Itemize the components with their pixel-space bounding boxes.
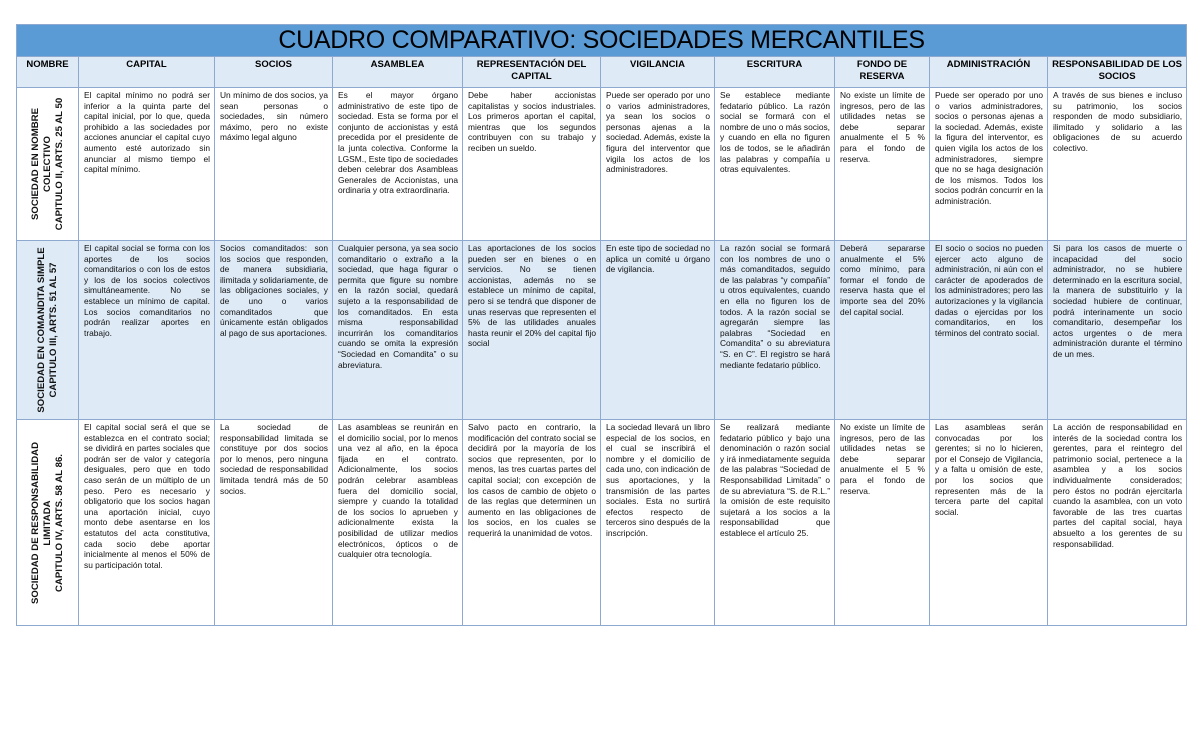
cell-vigilancia: La sociedad llevará un libro especial de los socios, en el cual se inscribirá el nombre y el domicilio de cada uno, con indicación de sus aportaciones, y la transmisión de las partes sociales. Esta no surtirá efectos respecto de terceros sino después de la inscripción.	[601, 420, 715, 626]
cell-administracion: Las asambleas serán convocadas por los gerentes; si no lo hicieren, por el Consejo de Vigilancia, y a falta u omisión de este, por los socios que representen más de la tercera parte del capital social.	[930, 420, 1048, 626]
cell-asamblea: Las asambleas se reunirán en el domicilio social, por lo menos una vez al año, en la época fijada en el contrato. Adicionalmente, los socios podrán celebrar asambleas fuera del domicilio social, siempre y cuando la totalidad de los socios lo aprueben y adicionalmente exista la posibilidad de utilizar medios electrónicos, ópticos o de cualquier otra tecnología.	[333, 420, 463, 626]
cell-fondo-reserva: Deberá separarse anualmente el 5% como mínimo, para formar el fondo de reserva hasta que el importe sea del 20% del capital social.	[835, 241, 930, 420]
header-administracion: ADMINISTRACIÓN	[930, 57, 1048, 88]
header-capital: CAPITAL	[79, 57, 215, 88]
header-asamblea: ASAMBLEA	[333, 57, 463, 88]
header-socios: SOCIOS	[215, 57, 333, 88]
comparison-table	[16, 24, 1187, 626]
header-nombre: NOMBRE	[17, 57, 79, 88]
row-name-cell	[17, 241, 79, 420]
cell-representacion: Las aportaciones de los socios pueden ser en bienes o en servicios. No se tienen accionistas, además no se establece un mínimo de capital, pero si se tendrá que disponer de unas reservas que representen el 5% de las utilidades anuales hasta reunir el 20% del capital fijo social	[463, 241, 601, 420]
cell-vigilancia: En este tipo de sociedad no aplica un comité u órgano de vigilancia.	[601, 241, 715, 420]
row-nombre-colectivo	[17, 88, 1187, 241]
row-name: SOCIEDAD EN COMANDITA SIMPLE CAPITULO III, ARTS. 51 AL 57	[35, 247, 59, 413]
cell-socios: La sociedad de responsabilidad limitada se constituye por dos socios por lo menos, pero ninguna sociedad de responsabilidad limitada tendrá más de 50 socios.	[215, 420, 333, 626]
cell-capital: El capital social será el que se establezca en el contrato social; se dividirá en partes sociales que podrán ser de valor y categoría desiguales, pero que en todo caso serán de un múltiplo de un peso. Pero es necesario y obligatorio que los socios hagan una aportación inicial, cuyo monto debe asentarse en los estatutos del acta constitutiva, cada socio debe aportar inicialmente al menos el 50% de su participación total.	[79, 420, 215, 626]
cell-capital: El capital social se forma con los aportes de los socios comanditarios o con los de estos y los de los socios colectivos simultáneamente. No se establece un mínimo de capital. Los socios comanditarios no podrán realizar aportes en trabajo.	[79, 241, 215, 420]
cell-responsabilidad: La acción de responsabilidad en interés de la sociedad contra los gerentes, para el reintegro del patrimonio social, pertenece a la asamblea y a los socios individualmente considerados; pero éstos no podrán ejercitarla cuando la asamblea, con un voto favorable de las tres cuartas partes del capital social, haya absuelto a los gerentes de su responsabilidad.	[1048, 420, 1187, 626]
cell-socios: Socios comanditados: son los socios que responden, de manera subsidiaria, ilimitada y solidariamente, de las obligaciones sociales, y de uno o varios comanditados que únicamente están obligados al pago de sus aportaciones.	[215, 241, 333, 420]
header-representacion: REPRESENTACIÓN DEL CAPITAL	[463, 57, 601, 88]
cell-fondo-reserva: No existe un límite de ingresos, pero de las utilidades netas se debe separar anualmente el 5 % para el fondo de reserva.	[835, 420, 930, 626]
cell-representacion: Salvo pacto en contrario, la modificación del contrato social se decidirá por la mayoría de los socios que representen, por lo menos, las tres cuartas partes del capital social; con excepción de los casos de cambio de objeto o de las reglas que determinen un aumento en las obligaciones de los socios, en los cuales se requerirá la unanimidad de votos.	[463, 420, 601, 626]
row-name-cell	[17, 420, 79, 626]
header-row	[17, 57, 1187, 88]
cell-capital: El capital mínimo no podrá ser inferior a la quinta parte del capital inicial, por lo que, queda prohibido a las sociedades por acciones anunciar el capital cuyo aumento esté autorizado sin anunciar al mismo tiempo el capital mínimo.	[79, 88, 215, 241]
header-vigilancia: VIGILANCIA	[601, 57, 715, 88]
cell-asamblea: Es el mayor órgano administrativo de este tipo de sociedad. Esta se forma por el conjunto de accionistas y está precedida por el presidente de la junta colectiva. Conforme la LGSM., Este tipo de sociedades deben celebrar dos Asambleas Generales de Accionistas, una ordinaria y otra extraordinaria.	[333, 88, 463, 241]
table-title: CUADRO COMPARATIVO: SOCIEDADES MERCANTILES	[17, 25, 1187, 57]
cell-administracion: El socio o socios no pueden ejercer acto alguno de administración, ni aún con el carácter de apoderados de los administradores; pero las autorizaciones y la vigilancia dadas o ejercidas por los comanditarios, en los términos del contrato social.	[930, 241, 1048, 420]
row-name: SOCIEDAD DE RESPONSABILIDAD LIMITADA CAPITULO IV, ARTS. 58 AL 86.	[29, 441, 65, 604]
cell-responsabilidad: Si para los casos de muerte o incapacidad del socio administrador, no se hubiere determinado en la escritura social, la manera de substituirlo y la sociedad hubiere de continuar, podrá interinamente un socio comanditario, desempeñar los actos urgentes o de mera administración durante el término de un mes.	[1048, 241, 1187, 420]
cell-escritura: Se realizará mediante fedatario público y bajo una denominación o razón social y irá inmediatamente seguida de las palabras “Sociedad de Responsabilidad Limitada” o de su abreviatura “S. de R.L.” la omisión de este requisito sujetará a los socios a la responsabilidad que establece el artículo 25.	[715, 420, 835, 626]
cell-representacion: Debe haber accionistas capitalistas y socios industriales. Los primeros aportan el capital, mientras que los segundos contribuyen con su trabajo y reciben un sueldo.	[463, 88, 601, 241]
cell-administracion: Puede ser operado por uno o varios administradores, socios o personas ajenas a la sociedad. Además, existe la figura del interventor, es quien vigila los actos de los administradores, siempre que no se haga designación de los mismos. Todos los socios podrán concurrir en la administración.	[930, 88, 1048, 241]
cell-escritura: La razón social se formará con los nombres de uno o más comanditados, seguido de las palabras “y compañía” u otros equivalentes, cuando en ella no figuren los de todos. A la razón social se agregarán siempre las palabras “Sociedad en Comandita” o su abreviatura “S. en C”. El registro se hará mediante fedatario público.	[715, 241, 835, 420]
cell-asamblea: Cualquier persona, ya sea socio comanditario o extraño a la sociedad, que haga figurar o permita que figure su nombre en la razón social, quedará sujeto a la responsabilidad de los comanditados. En esta misma responsabilidad incurrirán los comanditarios cuando se omita la expresión “Sociedad en Comandita” o su abreviatura.	[333, 241, 463, 420]
cell-escritura: Se establece mediante fedatario público. La razón social se formará con el nombre de uno o más socios, y cuando en ella no figuren los de todos, se le añadirán las palabras y compañía u otras equivalentes.	[715, 88, 835, 241]
cell-socios: Un mínimo de dos socios, ya sean personas o sociedades, sin número máximo, pero no existe máximo legal alguno	[215, 88, 333, 241]
row-comandita-simple	[17, 241, 1187, 420]
row-name: SOCIEDAD EN NOMBRE COLECTIVO CAPITULO II, ARTS. 25 AL 50	[29, 97, 65, 231]
header-escritura: ESCRITURA	[715, 57, 835, 88]
header-responsabilidad: RESPONSABILIDAD DE LOS SOCIOS	[1048, 57, 1187, 88]
row-name-cell	[17, 88, 79, 241]
row-responsabilidad-limitada	[17, 420, 1187, 626]
header-fondo-reserva: FONDO DE RESERVA	[835, 57, 930, 88]
cell-fondo-reserva: No existe un límite de ingresos, pero de las utilidades netas se debe separar anualmente el 5 % para el fondo de reserva.	[835, 88, 930, 241]
cell-vigilancia: Puede ser operado por uno o varios administradores, ya sean los socios o personas ajenas a la sociedad. Además, existe la figura del interventor que vigila los actos de los administradores.	[601, 88, 715, 241]
comparison-sheet	[16, 24, 1186, 626]
cell-responsabilidad: A través de sus bienes e incluso su patrimonio, los socios responden de modo subsidiario, ilimitado y solidario a las obligaciones de su acuerdo colectivo.	[1048, 88, 1187, 241]
